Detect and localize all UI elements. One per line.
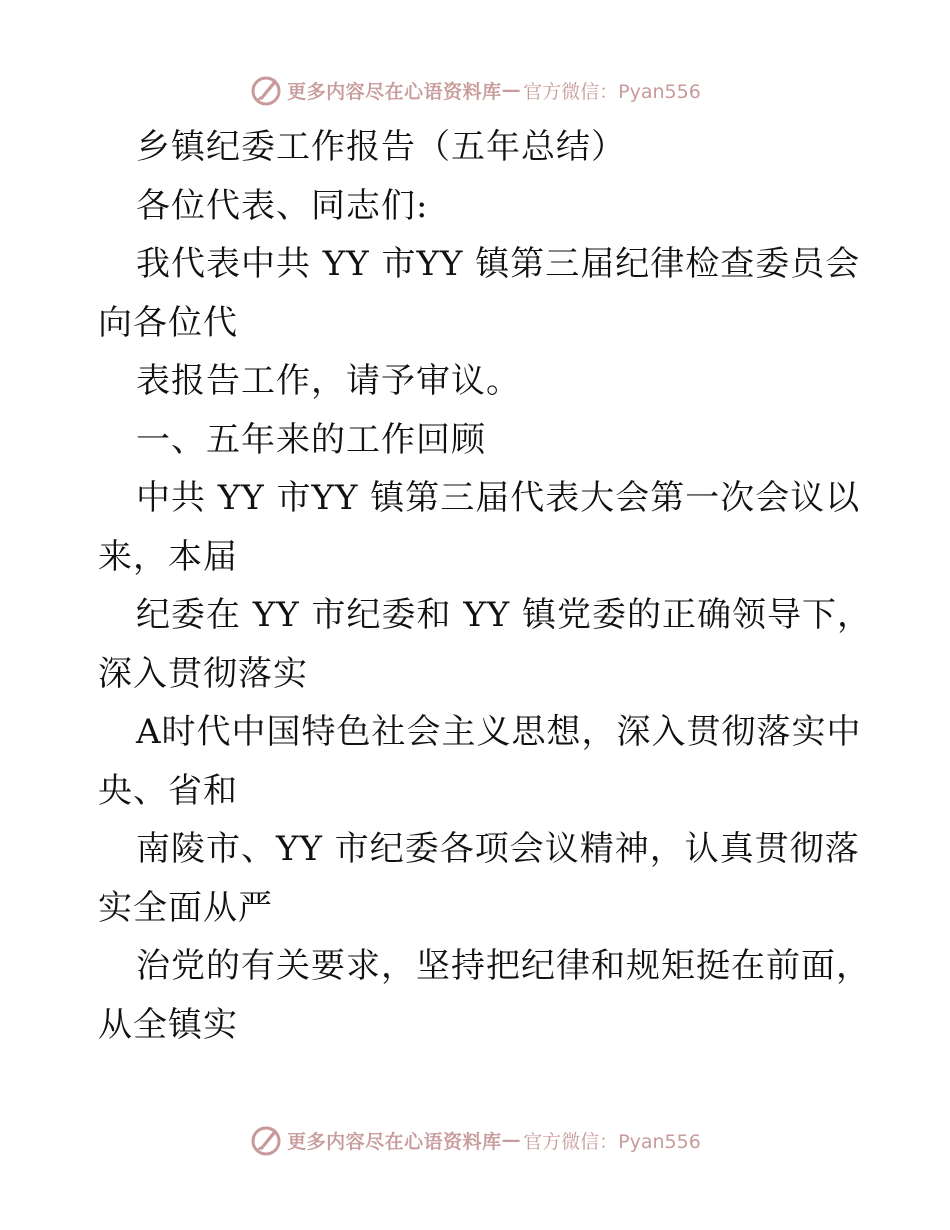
- document-title: 乡镇纪委工作报告（五年总结）: [136, 127, 626, 167]
- footer-watermark: [0, 1120, 950, 1160]
- watermark-suffix-text: 官方微信：Pyan556: [523, 1130, 701, 1153]
- quill-pen-seal-icon: [249, 1123, 283, 1157]
- section-heading: 一、五年来的工作回顾: [136, 419, 486, 460]
- body-line: 治党的有关要求，坚持把纪律和规矩挺在前面，: [136, 946, 871, 986]
- watermark-main-text: 更多内容尽在心语资料库: [287, 1130, 502, 1153]
- watermark-suffix-text: 官方微信：Pyan556: [523, 80, 701, 103]
- body-line: A时代中国特色社会主义思想，深入贯彻落实中: [136, 712, 862, 752]
- watermark-dash: —: [501, 1129, 522, 1151]
- watermark-dash: —: [501, 79, 522, 101]
- quill-pen-seal-icon: [249, 73, 283, 107]
- body-line: 表报告工作，请予审议。: [136, 361, 521, 401]
- body-line: 我代表中共 YY 市YY 镇第三届纪律检查委员会: [136, 244, 861, 284]
- body-line: 纪委在 YY 市纪委和 YY 镇党委的正确领导下，: [136, 595, 873, 635]
- body-line: 深入贯彻落实: [98, 653, 308, 694]
- body-line: 向各位代: [98, 302, 238, 343]
- header-watermark: [0, 70, 950, 110]
- document-body: [98, 118, 873, 1054]
- body-line: 中共 YY 市YY 镇第三届代表大会第一次会议以: [136, 478, 861, 518]
- body-line: 央、省和: [98, 770, 238, 811]
- body-line: 来，本届: [98, 536, 238, 577]
- body-line: 从全镇实: [98, 1004, 238, 1045]
- watermark-main-text: 更多内容尽在心语资料库: [287, 80, 502, 103]
- salutation: 各位代表、同志们:: [136, 185, 429, 226]
- body-line: 南陵市、YY 市纪委各项会议精神，认真贯彻落: [136, 829, 860, 869]
- body-line: 实全面从严: [98, 887, 273, 928]
